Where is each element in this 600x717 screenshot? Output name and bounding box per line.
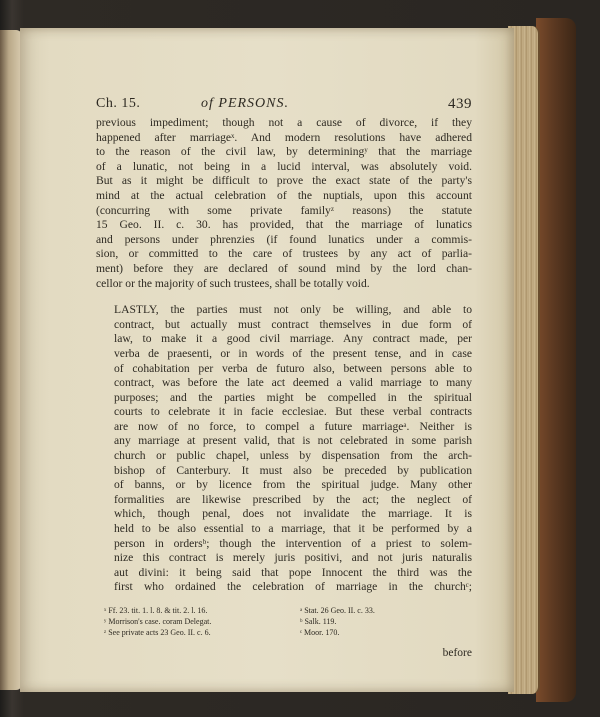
paragraph-2: [96, 303, 472, 595]
text-line: nize this contract is merely juris positivi, and not juris naturalis: [114, 551, 472, 565]
text-line: previous impediment; though not a cause of divorce, if they: [96, 116, 472, 129]
text-line: of cohabitation per verba de futuro also, between persons able to: [114, 361, 472, 375]
text-line: mind at the actual celebration of the nuptials, upon this account: [96, 188, 472, 202]
text-line: purposes; and the parties might be compelled in the spiritual: [114, 390, 472, 404]
running-head: [96, 96, 472, 116]
footnote: ᶜ Moor. 170.: [300, 628, 340, 637]
catchword-row: [96, 647, 472, 663]
footnote: ᵇ Salk. 119.: [300, 617, 337, 626]
text-line: (concurring with some private familyᶻ reasons) the statute: [96, 203, 472, 217]
paragraph-1: [96, 116, 472, 291]
page-number: 439: [448, 96, 472, 112]
text-line: are now of no force, to compel a future marriageᵃ. Neither is: [114, 419, 472, 433]
text-line: church or public chapel, unless by dispensation from the arch-: [114, 449, 472, 463]
catchword: before: [442, 647, 472, 659]
footnotes-left-column: [104, 605, 284, 638]
text-line: to the reason of the civil law, by determiningʸ that the marriage: [96, 145, 472, 159]
text-line: of banns, or by licence from the spiritual judge. Many other: [114, 478, 472, 492]
footnotes-right-column: [300, 605, 470, 638]
text-line: 15 Geo. II. c. 30. has provided, that the marriage of lunatics: [96, 218, 472, 232]
text-line: LASTLY, the parties must not only be willing, and able to: [114, 303, 472, 317]
text-line: and persons under phrenzies (if found lunatics under a commis-: [96, 232, 472, 246]
footnote: ᶻ See private acts 23 Geo. II. c. 6.: [104, 628, 211, 637]
text-line: courts to celebrate it in facie ecclesiae. But these verbal contracts: [114, 405, 472, 419]
text-line: contract, but actually must contract themselves in due form of: [114, 317, 472, 331]
book-cover-edge: [536, 18, 576, 702]
text-line: formalities are likewise prescribed by the act; the neglect of: [114, 492, 472, 506]
text-line: happened after marriageˣ. And modern resolutions have adhered: [96, 130, 472, 144]
footnote: ʸ Morrison's case. coram Delegat.: [104, 617, 212, 626]
text-line: of a lunatic, not being in a lucid interval, was absolutely void.: [96, 159, 472, 173]
text-line: verba de praesenti, or in words of the present tense, and in case: [114, 346, 472, 360]
text-line: any marriage at present valid, that is not celebrated in some parish: [114, 434, 472, 448]
footnote: ᵃ Stat. 26 Geo. II. c. 33.: [300, 606, 375, 615]
text-line: person in ordersᵇ; though the intervention of a priest to solem-: [114, 536, 472, 550]
text-line: ment) before they are declared of sound mind by the lord chan-: [96, 261, 472, 275]
chapter-label: Ch. 15.: [96, 96, 141, 111]
text-line: aut divini: it being said that pope Innocent the third was the: [114, 565, 472, 579]
footnotes: [96, 605, 472, 643]
page-content: [96, 96, 472, 663]
text-line: sion, or committed to the care of trustees by any act of parlia-: [96, 247, 472, 261]
running-title: of PERSONS.: [201, 96, 289, 111]
text-line: held to be also essential to a marriage, that it be performed by a: [114, 522, 472, 536]
text-line: law, to make it a good civil marriage. Any contract made, per: [114, 332, 472, 346]
text-line: But as it might be difficult to prove the exact state of the party's: [96, 174, 472, 188]
text-line: bishop of Canterbury. It must also be preceded by publication: [114, 463, 472, 477]
text-line: cellor or the majority of such trustees, shall be totally void.: [96, 276, 370, 290]
text-line: first who ordained the celebration of marriage in the churchᶜ;: [114, 580, 472, 594]
footnote: ˣ Ff. 23. tit. 1. l. 8. & tit. 2. l. 16.: [104, 606, 208, 615]
text-line: which, though penal, does not invalidate the marriage. It is: [114, 507, 472, 521]
text-line: contract, was before the late act deemed a valid marriage to many: [114, 376, 472, 390]
left-page-edge: [0, 30, 22, 690]
